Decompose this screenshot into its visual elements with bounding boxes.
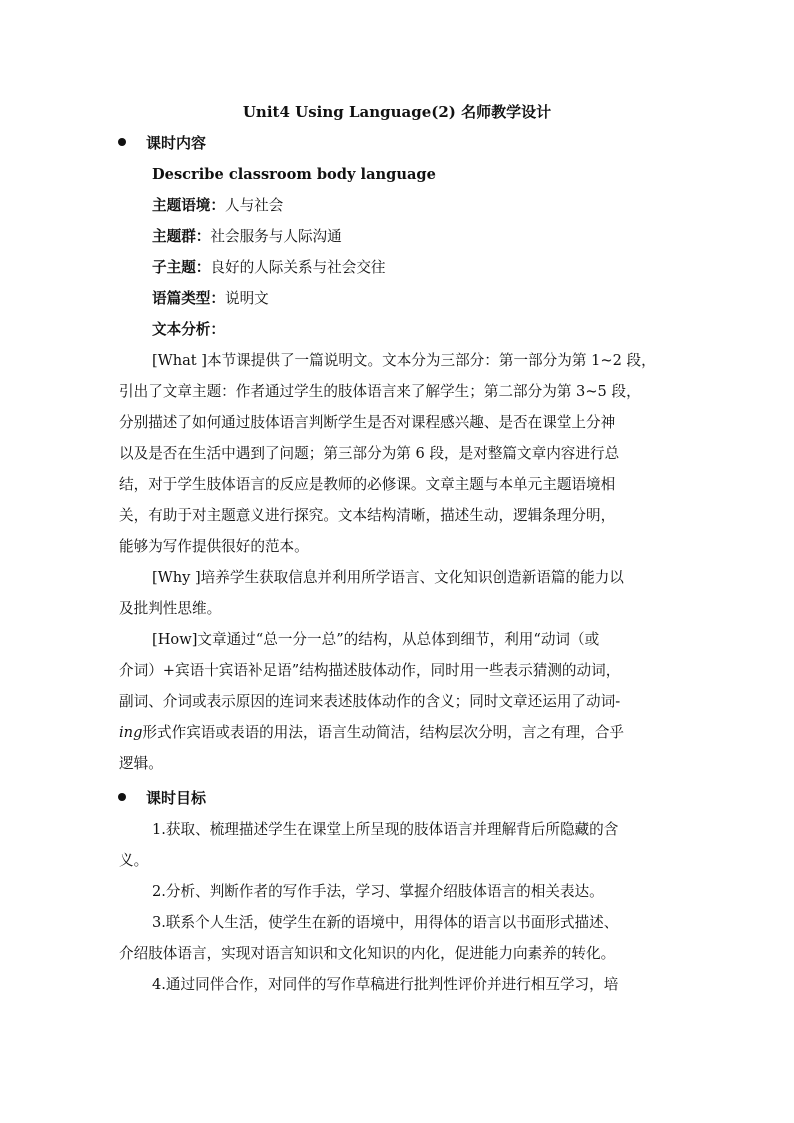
what-paragraph-line: 引出了文章主题：作者通过学生的肢体语言来了解学生；第二部分为第 3~5 段， <box>119 383 641 400</box>
document-title: Unit4 Using Language(2) 名师教学设计 <box>242 103 552 121</box>
why-paragraph-line: 及批判性思维。 <box>119 600 222 617</box>
field-text-analysis: 文本分析： <box>152 321 225 338</box>
topic-english: Describe classroom body language <box>152 166 436 183</box>
what-paragraph-line: [What ]本节课提供了一篇说明文。文本分为三部分：第一部分为第 1~2 段， <box>152 352 656 369</box>
field-theme-context: 主题语境：人与社会 <box>152 197 284 214</box>
objective-line: 介绍肢体语言，实现对语言知识和文化知识的内化，促进能力向素养的转化。 <box>119 945 616 962</box>
what-paragraph-line: 结，对于学生肢体语言的反应是教师的必修课。文章主题与本单元主题语境相 <box>119 476 616 493</box>
what-paragraph-line: 以及是否在生活中遇到了问题；第三部分为第 6 段，是对整篇文章内容进行总 <box>119 445 620 462</box>
objective-line: 4.通过同伴合作，对同伴的写作草稿进行批判性评价并进行相互学习，培 <box>152 976 619 993</box>
how-paragraph-line: 副词、介词或表示原因的连词来表述肢体动作的含义；同时文章还运用了动词- <box>119 693 621 710</box>
bullet-icon <box>118 793 126 801</box>
field-text-type: 语篇类型：说明文 <box>152 290 269 307</box>
objective-line: 义。 <box>119 852 149 869</box>
what-paragraph-line: 关，有助于对主题意义进行探究。文本结构清晰，描述生动，逻辑条理分明， <box>119 507 616 524</box>
field-theme-group: 主题群：社会服务与人际沟通 <box>152 228 342 245</box>
what-paragraph-line: 分别描述了如何通过肢体语言判断学生是否对课程感兴趣、是否在课堂上分神 <box>119 414 616 431</box>
how-paragraph-line: 介词）+宾语十宾语补足语”结构描述肢体动作，同时用一些表示猜测的动词， <box>119 662 621 679</box>
objective-line: 3.联系个人生活，使学生在新的语境中，用得体的语言以书面形式描述、 <box>152 914 619 931</box>
bullet-icon <box>118 138 126 146</box>
section-heading-lesson-objectives: 课时目标 <box>118 787 206 809</box>
what-paragraph-line: 能够为写作提供很好的范本。 <box>119 538 309 555</box>
how-paragraph-line: 逻辑。 <box>119 755 163 772</box>
how-paragraph-line: [How]文章通过“总一分一总”的结构，从总体到细节，利用“动词（或 <box>152 631 600 648</box>
objective-line: 1.获取、梳理描述学生在课堂上所呈现的肢体语言并理解背后所隐藏的含 <box>152 821 619 838</box>
why-paragraph-line: [Why ]培养学生获取信息并利用所学语言、文化知识创造新语篇的能力以 <box>152 569 624 586</box>
section-heading-lesson-content: 课时内容 <box>118 132 206 154</box>
objective-line: 2.分析、判断作者的写作手法，学习、掌握介绍肢体语言的相关表达。 <box>152 883 604 900</box>
how-paragraph-line: ing形式作宾语或表语的用法，语言生动简洁，结构层次分明，言之有理，合乎 <box>119 724 625 741</box>
field-subtheme: 子主题：良好的人际关系与社会交往 <box>152 259 386 276</box>
